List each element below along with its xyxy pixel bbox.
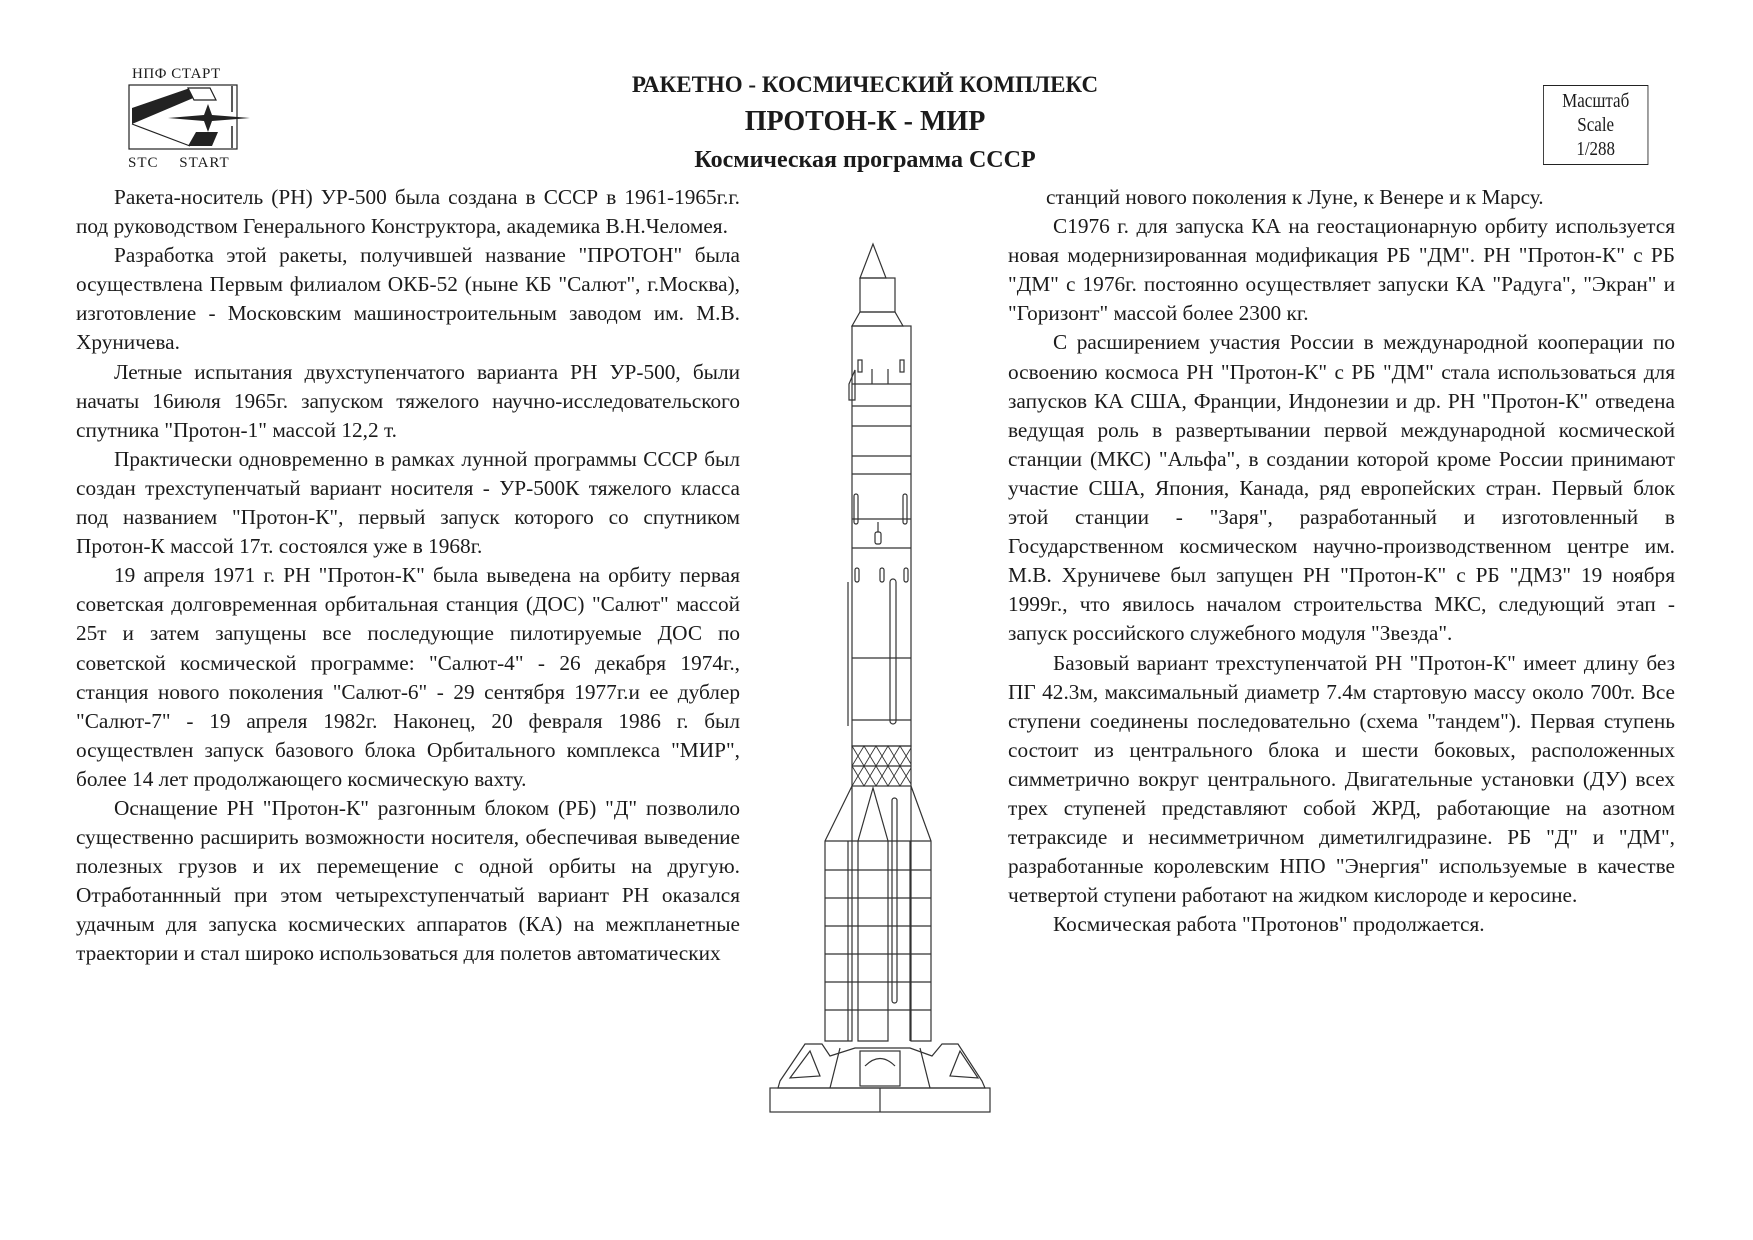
page-title: ПРОТОН-К - МИР <box>744 106 986 137</box>
start-star-emblem-icon <box>128 84 268 156</box>
logo-stc-label: STC <box>128 155 159 171</box>
left-paragraph: Разработка этой ракеты, получившей название "ПРОТОН" была осуществлена Первым филиалом ОКБ-52 (ныне КБ "Салют", г.Москва), изготовление - Московским машиностроительным заводом им. М.В. Хруничева. <box>76 243 740 355</box>
header-line-1: РАКЕТНО - КОСМИЧЕСКИЙ КОМПЛЕКС <box>631 72 1099 97</box>
proton-k-rocket-on-launch-pad-icon <box>760 236 1010 1116</box>
logo-start-label: START <box>179 155 230 171</box>
document-header <box>560 68 1170 178</box>
scale-label-ru: Масштаб <box>1562 90 1630 112</box>
right-paragraph: С1976 г. для запуска КА на геостационарную орбиту используется новая модернизированная модификация РБ "ДМ". РН "Протон-К" с РБ "ДМ" с 1976г. постоянно осуществляет запуски КА "Радуга", "Экран" и "Горизонт" массой более 2300 кг. <box>1008 214 1675 326</box>
left-text-column <box>76 183 740 969</box>
scale-label-en: Scale <box>1577 114 1615 136</box>
scale-box <box>1543 85 1648 165</box>
left-paragraph: Летные испытания двухступенчатого варианта РН УР-500, были начаты 16июля 1965г. запуском тяжелого научно-исследовательского спутника "Протон-1" массой 12,2 т. <box>76 359 740 442</box>
left-paragraph: 19 апреля 1971 г. РН "Протон-К" была выведена на орбиту первая советская долговременная орбитальная станция (ДОС) "Салют" массой 25т и затем запущены все последующие пилотируемые ДОС по советской космической программе: "Салют-4" - 26 декабря 1974г., станция нового поколения "Салют-6" - 29 сентября 1977г.и ее дублер "Салют-7" - 19 апреля 1982г. Наконец, 20 февраля 1986 г. был осуществлен запуск базового блока Орбитального комплекса "МИР", более 14 лет продолжающего космическую вахту. <box>76 563 740 791</box>
right-paragraph: С расширением участия России в международной кооперации по освоению космоса РН "Протон-К" с РБ "ДМ" стала использоваться для запусков КА США, Франции, Индонезии и др. РН "Протон-К" отведена ведущая роль в развертывании первой международной космической станции (МКС) "Альфа", в создании которой кроме России принимают участие США, Япония, Канада, ряд европейских стран. Первый блок этой станции - "Заря", разработанный и изготовленный в Государственном космическом научно-производственном центре им. М.В. Хруничеве был запущен РН "Протон-К" с РБ "ДМ3" 19 ноября 1999г., что явилось началом строительства МКС, следующий этап - запуск российского служебного модуля "Звезда". <box>1008 330 1675 646</box>
right-paragraph: Базовый вариант трехступенчатой РН "Протон-К" имеет длину без ПГ 42.3м, максимальный диаметр 7.4м стартовую массу около 700т. Все ступени соединены последовательно (схема "тандем"). Первая ступень состоит из центрального блока и шести боковых, расположенных симметрично вокруг центрального. Двигательные установки (ДУ) всех трех ступеней представляют собой ЖРД, работающие на азотном тетраксиде и несимметричном диметилгидразине. РБ "Д" и "ДМ", разработанные королевским НПО "Энергия" используемые в качестве четвертой ступени работают на жидком кислороде и керосине. <box>1008 650 1675 908</box>
left-paragraph: Оснащение РН "Протон-К" разгонным блоком (РБ) "Д" позволило существенно расширить возможности носителя, обеспечивая выведение полезных грузов и их перемещение с одной орбиты на другую. Отработаннный при этом четырехступенчатый вариант РН оказался удачным для запуска космических аппаратов (КА) на межпланетные траектории и стал широко использоваться для полетов автоматических <box>76 795 740 966</box>
right-text-column <box>1008 183 1675 939</box>
right-paragraph: Космическая работа "Протонов" продолжается. <box>1053 912 1485 937</box>
scale-value: 1/288 <box>1576 138 1616 160</box>
page-subtitle: Космическая программа СССР <box>694 147 1036 173</box>
right-continuation: станций нового поколения к Луне, к Венере и к Марсу. <box>1046 185 1544 209</box>
npf-start-logo <box>128 66 268 176</box>
logo-top-label: НПФ СТАРТ <box>132 66 221 82</box>
left-paragraph: Практически одновременно в рамках лунной программы СССР был создан трехступенчатый вариант носителя - УР-500К тяжелого класса под названием "Протон-К", первый запуск которого со спутником Протон-К массой 17т. состоялся уже в 1968г. <box>76 446 740 559</box>
left-paragraph: Ракета-носитель (РН) УР-500 была создана в СССР в 1961-1965г.г. под руководством Генерального Конструктора, академика В.Н.Челомея. <box>76 185 740 239</box>
logo-bottom-label <box>128 155 230 172</box>
